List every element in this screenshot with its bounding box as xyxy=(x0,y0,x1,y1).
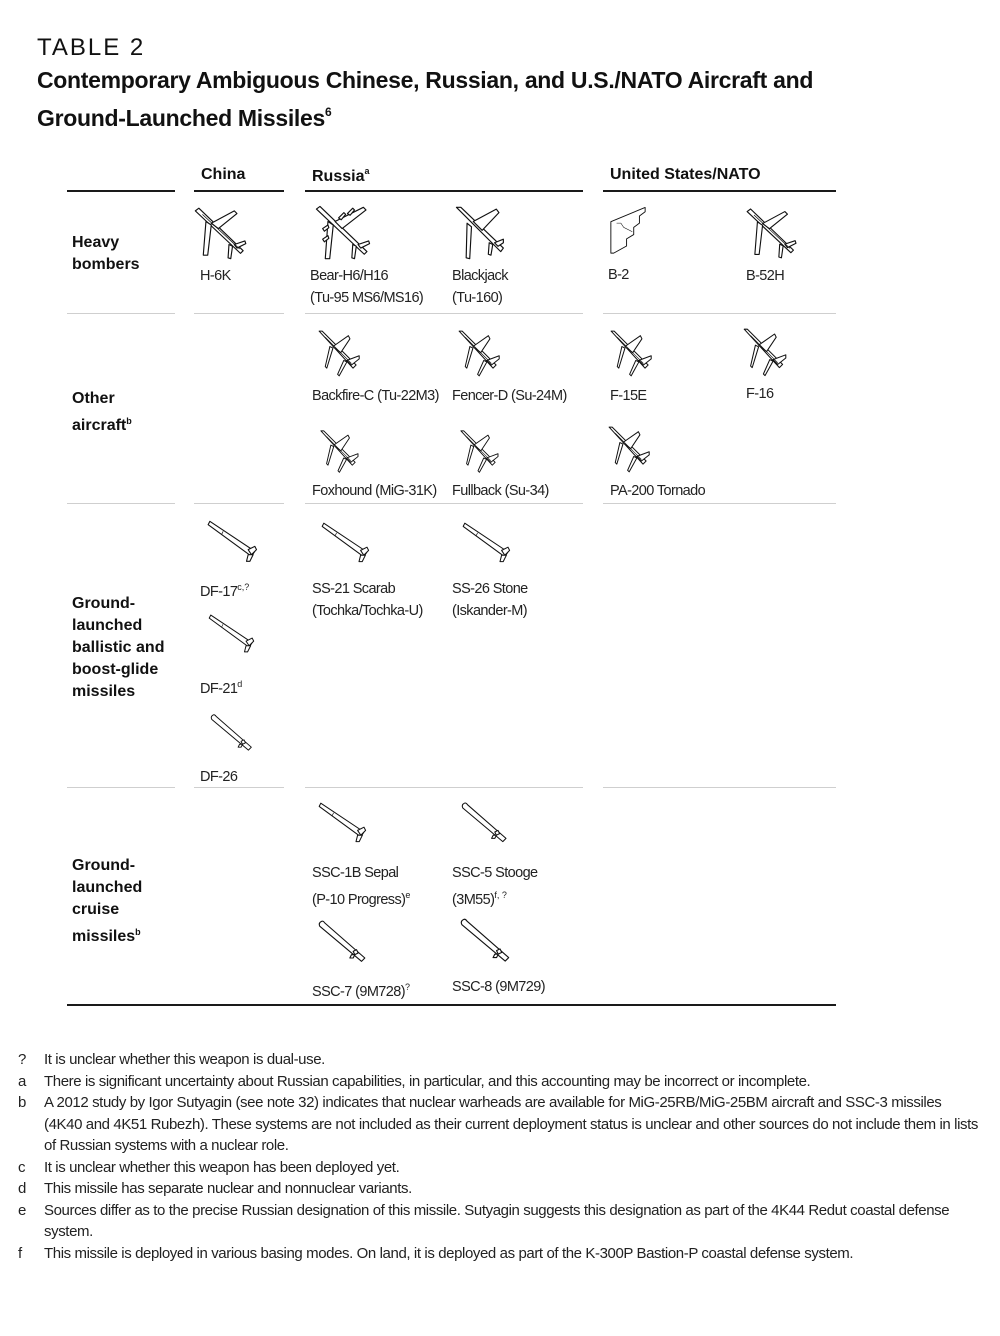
item-sublabel: (Iskander-M) xyxy=(452,603,527,619)
item-foxhound xyxy=(312,428,437,502)
item-label: Bear-H6/H16 xyxy=(310,268,389,284)
footnote-text: This missile has separate nuclear and nonnuclear variants. xyxy=(44,1180,412,1197)
item-ssc7 xyxy=(312,918,410,1003)
row-label-line: launched xyxy=(72,879,143,896)
footnote-mark: d xyxy=(18,1180,26,1197)
row-label-line: Heavy xyxy=(72,234,120,251)
item-label: B-52H xyxy=(746,268,785,284)
item-b52h xyxy=(742,202,802,287)
fighter-jet-icon xyxy=(312,428,374,478)
footnote-ref[interactable]: c,? xyxy=(237,582,250,592)
row-label-line: aircraft xyxy=(72,417,127,434)
row-label-line: bombers xyxy=(72,256,140,273)
item-f15e xyxy=(604,328,666,407)
row-header-ballistic-missiles xyxy=(72,593,164,703)
footnote-f xyxy=(18,1243,978,1265)
flying-wing-icon xyxy=(608,198,658,264)
row-label-line: ballistic and xyxy=(72,639,165,656)
item-label: Fencer-D (Su-24M) xyxy=(452,388,567,404)
footnote-text: A 2012 study by Igor Sutyagin (see note 32) indicates that nuclear warheads are available for MiG-25RB/MiG-25BM aircraft and SSC-3 missiles (4K40 and 4K51 Rubezh). These systems are not included as their current deployment status is unclear and other sources do not include them in lists of Russian systems with a nuclear role. xyxy=(44,1094,978,1154)
item-ss21 xyxy=(312,520,423,622)
footnote-ref[interactable]: f, ? xyxy=(494,890,507,900)
jet-aircraft-icon xyxy=(452,328,514,382)
footnote-text: It is unclear whether this weapon has been deployed yet. xyxy=(44,1158,400,1176)
table-bottom-rule xyxy=(67,1004,836,1006)
fighter-jet-icon xyxy=(452,428,514,478)
item-label: B-2 xyxy=(608,267,629,283)
item-label: SSC-8 (9M729) xyxy=(452,979,545,995)
footnote-ref[interactable]: a xyxy=(364,166,370,176)
item-blackjack xyxy=(452,202,514,309)
header-rule xyxy=(603,190,836,192)
table-title xyxy=(37,64,837,134)
item-label: DF-26 xyxy=(200,769,238,785)
item-label: F-15E xyxy=(610,388,647,404)
row-header-heavy-bombers xyxy=(72,232,140,276)
item-label: SS-21 Scarab xyxy=(312,581,396,597)
header-rule xyxy=(305,190,583,192)
footnote-ref[interactable]: b xyxy=(126,416,132,426)
fighter-jet-icon xyxy=(738,326,800,382)
footnote-text: Sources differ as to the precise Russian designation of this missile. Sutyagin suggests this designation as part of the 4K44 Redut coastal defense system. xyxy=(44,1201,950,1240)
footnote-e xyxy=(18,1200,978,1243)
item-ssc5 xyxy=(452,800,538,911)
item-h6k xyxy=(188,202,254,287)
footnote-mark: ? xyxy=(18,1051,26,1068)
footnote-mark: b xyxy=(18,1094,26,1111)
item-sublabel: (3M55) xyxy=(452,892,495,908)
ballistic-missile-icon xyxy=(452,520,524,568)
footnote-b xyxy=(18,1092,978,1157)
footnote-mark: c xyxy=(18,1158,26,1176)
footnote-c xyxy=(18,1157,978,1179)
title-text: Contemporary Ambiguous Chinese, Russian, and U.S./NATO Aircraft and Ground-Launched Missiles xyxy=(37,67,814,131)
item-label: Foxhound (MiG-31K) xyxy=(312,483,437,499)
item-label: Fullback (Su-34) xyxy=(452,483,549,499)
ballistic-missile-icon xyxy=(200,518,268,568)
cruise-missile-icon xyxy=(312,800,376,848)
footnote-mark: f xyxy=(18,1244,22,1262)
item-label: PA-200 Tornado xyxy=(610,483,706,499)
column-header-russia xyxy=(312,166,369,186)
footnote-text: There is significant uncertainty about Russian capabilities, in particular, and this accounting may be incorrect or incomplete. xyxy=(44,1072,811,1090)
item-label: SSC-1B Sepal xyxy=(312,865,399,881)
item-ssc1b xyxy=(312,800,410,911)
item-bear xyxy=(310,202,423,309)
footnote-d xyxy=(18,1178,978,1200)
item-label: Blackjack xyxy=(452,268,508,284)
column-label: Russia xyxy=(312,168,365,185)
footnote-text: It is unclear whether this weapon is dual-use. xyxy=(44,1051,325,1068)
fighter-jet-icon xyxy=(604,328,666,382)
row-header-cruise-missiles xyxy=(72,855,142,948)
item-backfire xyxy=(312,328,439,407)
item-label: SSC-5 Stooge xyxy=(452,865,538,881)
table-label: TABLE 2 xyxy=(37,34,146,61)
row-label-line: missiles xyxy=(72,683,136,700)
row-label-line: cruise xyxy=(72,901,120,918)
row-label-line: Ground- xyxy=(72,595,136,612)
footnotes xyxy=(18,1049,978,1264)
footnote-ref[interactable]: ? xyxy=(404,982,410,992)
row-label-line: Other xyxy=(72,390,115,407)
cruise-missile-icon xyxy=(452,916,522,968)
item-label: SSC-7 (9M728) xyxy=(312,984,405,1000)
footnote-ref[interactable]: d xyxy=(237,679,243,689)
column-header-us-nato xyxy=(610,166,761,184)
header-rule xyxy=(67,190,175,192)
item-label: F-16 xyxy=(746,386,774,402)
item-sublabel: (Tochka/Tochka-U) xyxy=(312,603,423,619)
item-b2 xyxy=(608,198,658,286)
column-header-china xyxy=(201,166,245,184)
item-label: Backfire-C (Tu-22M3) xyxy=(312,388,439,404)
item-fencer xyxy=(452,328,567,407)
item-label: DF-17 xyxy=(200,584,238,600)
turboprop-bomber-icon xyxy=(310,202,376,264)
item-f16 xyxy=(738,326,800,405)
jet-aircraft-icon xyxy=(312,328,374,382)
item-df17 xyxy=(200,518,268,603)
bomber-icon xyxy=(742,202,802,264)
item-df21 xyxy=(200,612,266,700)
item-ss26 xyxy=(452,520,528,622)
swing-wing-bomber-icon xyxy=(452,202,514,264)
ballistic-missile-icon xyxy=(312,520,382,568)
footnote-ref[interactable]: e xyxy=(405,890,411,900)
column-label: China xyxy=(201,166,246,183)
title-footnote-ref[interactable]: 6 xyxy=(325,105,332,119)
fighter-jet-icon xyxy=(602,424,664,478)
footnote-text: This missile is deployed in various basing modes. On land, it is deployed as part of the K-300P Bastion-P coastal defense system. xyxy=(44,1244,854,1262)
item-label: H-6K xyxy=(200,268,231,284)
cruise-missile-icon xyxy=(312,918,376,968)
footnote-ref[interactable]: b xyxy=(135,927,141,937)
footnote-mark: e xyxy=(18,1201,26,1219)
item-ssc8 xyxy=(452,916,545,998)
row-label-line: boost-glide xyxy=(72,661,159,678)
cruise-missile-icon xyxy=(452,800,520,848)
item-label: SS-26 Stone xyxy=(452,581,528,597)
row-header-other-aircraft xyxy=(72,388,132,437)
item-label: DF-21 xyxy=(200,681,238,697)
footnote-a xyxy=(18,1071,978,1093)
row-label-line: missiles xyxy=(72,928,136,945)
footnote-mark: a xyxy=(18,1072,26,1090)
item-sublabel: (P-10 Progress) xyxy=(312,892,406,908)
row-label-line: launched xyxy=(72,617,143,634)
item-tornado xyxy=(602,424,705,502)
header-rule xyxy=(194,190,284,192)
item-sublabel: (Tu-95 MS6/MS16) xyxy=(310,290,424,306)
item-df26 xyxy=(200,712,266,788)
ballistic-missile-icon xyxy=(200,612,266,658)
footnote-uncertain xyxy=(18,1049,978,1071)
row-label-line: Ground- xyxy=(72,857,136,874)
ballistic-missile-icon xyxy=(200,712,266,756)
column-label: United States/NATO xyxy=(610,166,761,183)
item-fullback xyxy=(452,428,549,502)
item-sublabel: (Tu-160) xyxy=(452,290,503,306)
bomber-icon xyxy=(188,202,254,264)
